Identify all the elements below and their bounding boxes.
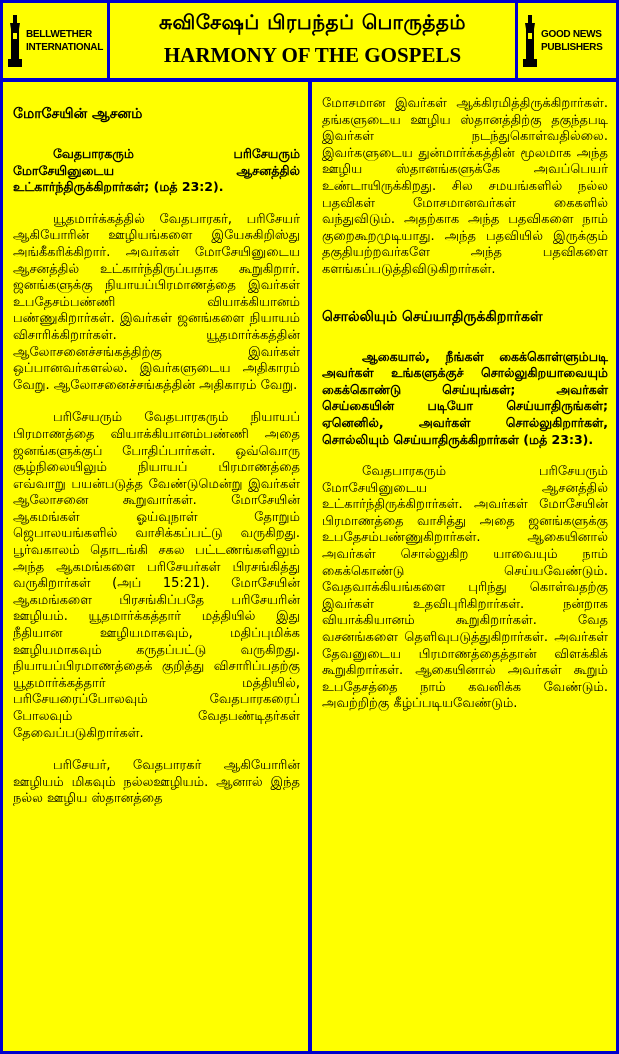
paragraph-continued: மோசமான இவர்கள் ஆக்கிரமித்திருக்கிறார்கள். தங்களுடைய ஊழிய ஸ்தானத்திற்கு தகுந்தபடி இவர்கள் நடந்துகொள்வதில்லை. இவர்களுடைய துன்மார்க்கத்தின் மூலமாக அந்த ஊழிய ஸ்தானங்களுக்கே அவப்பெயர் உண்டாயிருக்கிறது. சில சமயங்களில் நல்ல பதவிகள் மோசமானவர்கள் கைகளில் வந்துவிடும். அதற்காக அந்த பதவிகளை நாம் குறைகூறமுடியாது. அந்த பதவியில் இருக்கும் தகுதியற்றவர்களே அந்த பதவிகளை களங்கப்படுத்திவிடுகிறார்கள்.: [322, 96, 608, 277]
paragraph: வேதபாரகரும் பரிசேயரும் மோசேயினுடைய ஆசனத்தில் உட்கார்ந்திருக்கிறார்கள். அவர்கள் மோசேயின் பிரமாணத்தை வாசித்து அதை ஜனங்களுக்கு உபதேசம்பண்ணுகிறார்கள். ஆகையினால் அவர்கள் சொல்லுகிற யாவையும் நாம் கைக்கொண்டு செய்யவேண்டும். வேதவாக்கியங்களை புரிந்து கொள்வதற்கு இவர்கள் உதவிபுரிகிறார்கள். நன்றாக வியாக்கியானம் கூறுகிறார்கள். வேத வசனங்களை தெளிவுபடுத்துகிறார்கள். அவர்கள் தேவனுடைய பிரமாணத்தைத்தான் விளக்கிக் கூறுகிறார்கள். ஆகையினால் அவர்கள் கூறும் உபதேசத்தை நாம் கவனிக்க வேண்டும். அவற்றிற்கு கீழ்ப்படியவேண்டும்.: [322, 464, 608, 712]
logo-good-news: [518, 3, 616, 78]
title-tamil: சுவிசேஷப் பிரபந்தப் பொருத்தம்: [158, 10, 467, 34]
logo-left-line1: BELLWETHER: [26, 28, 92, 40]
logo-right-line2: PUBLISHERS: [541, 41, 603, 53]
right-column: [312, 82, 616, 1051]
paragraph: யூதமார்க்கத்தில் வேதபாரகர், பரிசேயர் ஆகியோரின் ஊழியங்களை இயேசுகிறிஸ்து அங்கீகரிக்கிறார். அவர்கள் மோசேயினுடைய ஆசனத்தில் உட்கார்ந்திருப்பதாக கூறுகிறார். ஜனங்களுக்கு நியாயப்பிரமாணத்தை இவர்கள் உபதேசம்பண்ணி வியாக்கியானம் பண்ணுகிறார்கள். இவர்கள் ஜனங்களை நியாயம் விசாரிக்கிறார்கள். யூதமார்க்கத்தின் ஆலோசனைச்சங்கத்திற்கு இவர்கள் ஒப்பானவர்களல்ல. இவர்களுடைய அதிகாரம் வேறு. ஆலோசனைச்சங்கத்தின் அதிகாரம் வேறு.: [13, 211, 300, 393]
logo-bellwether: [3, 3, 107, 78]
tower-icon: [522, 15, 538, 67]
title-english: HARMONY OF THE GOSPELS: [163, 43, 462, 67]
header-title-box: [110, 3, 515, 78]
section-heading-say-not-do: சொல்லியும் செய்யாதிருக்கிறார்கள்: [322, 308, 543, 325]
left-column: [3, 82, 308, 1051]
paragraph: பரிசேயரும் வேதபாரகரும் நியாயப் பிரமாணத்தை வியாக்கியானம்பண்ணி அதை ஜனங்களுக்குப் போதிப்பார்கள். ஒவ்வொரு சூழ்நிலையிலும் நியாயப் பிரமாணத்தை எவ்வாறு பயன்படுத்த வேண்டுமென்று இவர்கள் ஆலோசனை கூறுவார்கள். மோசேயின் ஆகமங்கள் ஓய்வுநாள் தோறும் ஜெபாலயங்களில் வாசிக்கப்பட்டு வருகிறது. பூர்வகாலம் தொடங்கி சகல பட்டணங்களிலும் அந்த ஆகமங்களை பரிசேயர்கள் பிரசங்கித்து வருகிறார்கள் (அப் 15:21). மோசேயின் ஆகமங்களை பிரசங்கிப்பதே பரிசேயரின் ஊழியம். யூதமார்க்கத்தார் மத்தியில் இது நீதியான ஊழியமாகவும், மதிப்புமிக்க ஊழியமாகவும் கருதப்பட்டு வருகிறது. நியாயப்பிரமாணத்தைக் குறித்து விசாரிப்பதற்கு யூதமார்க்கத்தார் மத்தியில், பரிசேயரைப்போலவும் வேதபாரகரைப் போலவும் வேதபண்டிதர்கள் தேவைப்படுகிறார்கள்.: [13, 410, 300, 741]
paragraph: பரிசேயர், வேதபாரகர் ஆகியோரின் ஊழியம் மிகவும் நல்லஊழியம். ஆனால் இந்த நல்ல ஊழிய ஸ்தானத்தை: [13, 758, 300, 807]
scripture-quote: ஆகையால், நீங்கள் கைக்கொள்ளும்படி அவர்கள் உங்களுக்குச் சொல்லுகிறயாவையும் கைக்கொண்டு செய்யுங்கள்; அவர்கள் செய்கையின் படியோ செய்யாதிருங்கள்; ஏனெனில், அவர்கள் சொல்லுகிறார்கள், சொல்லியும் செய்யாதிருக்கிறார்கள் (மத் 23:3).: [322, 348, 608, 447]
tower-icon: [7, 15, 23, 67]
logo-right-line1: GOOD NEWS: [541, 28, 602, 40]
section-heading-moses-seat: மோசேயின் ஆசனம்: [13, 106, 143, 122]
scripture-quote: வேதபாரகரும் பரிசேயரும் மோசேயினுடைய ஆசனத்தில் உட்கார்ந்திருக்கிறார்கள்; (மத் 23:2).: [13, 146, 300, 195]
logo-left-line2: INTERNATIONAL: [26, 41, 104, 53]
